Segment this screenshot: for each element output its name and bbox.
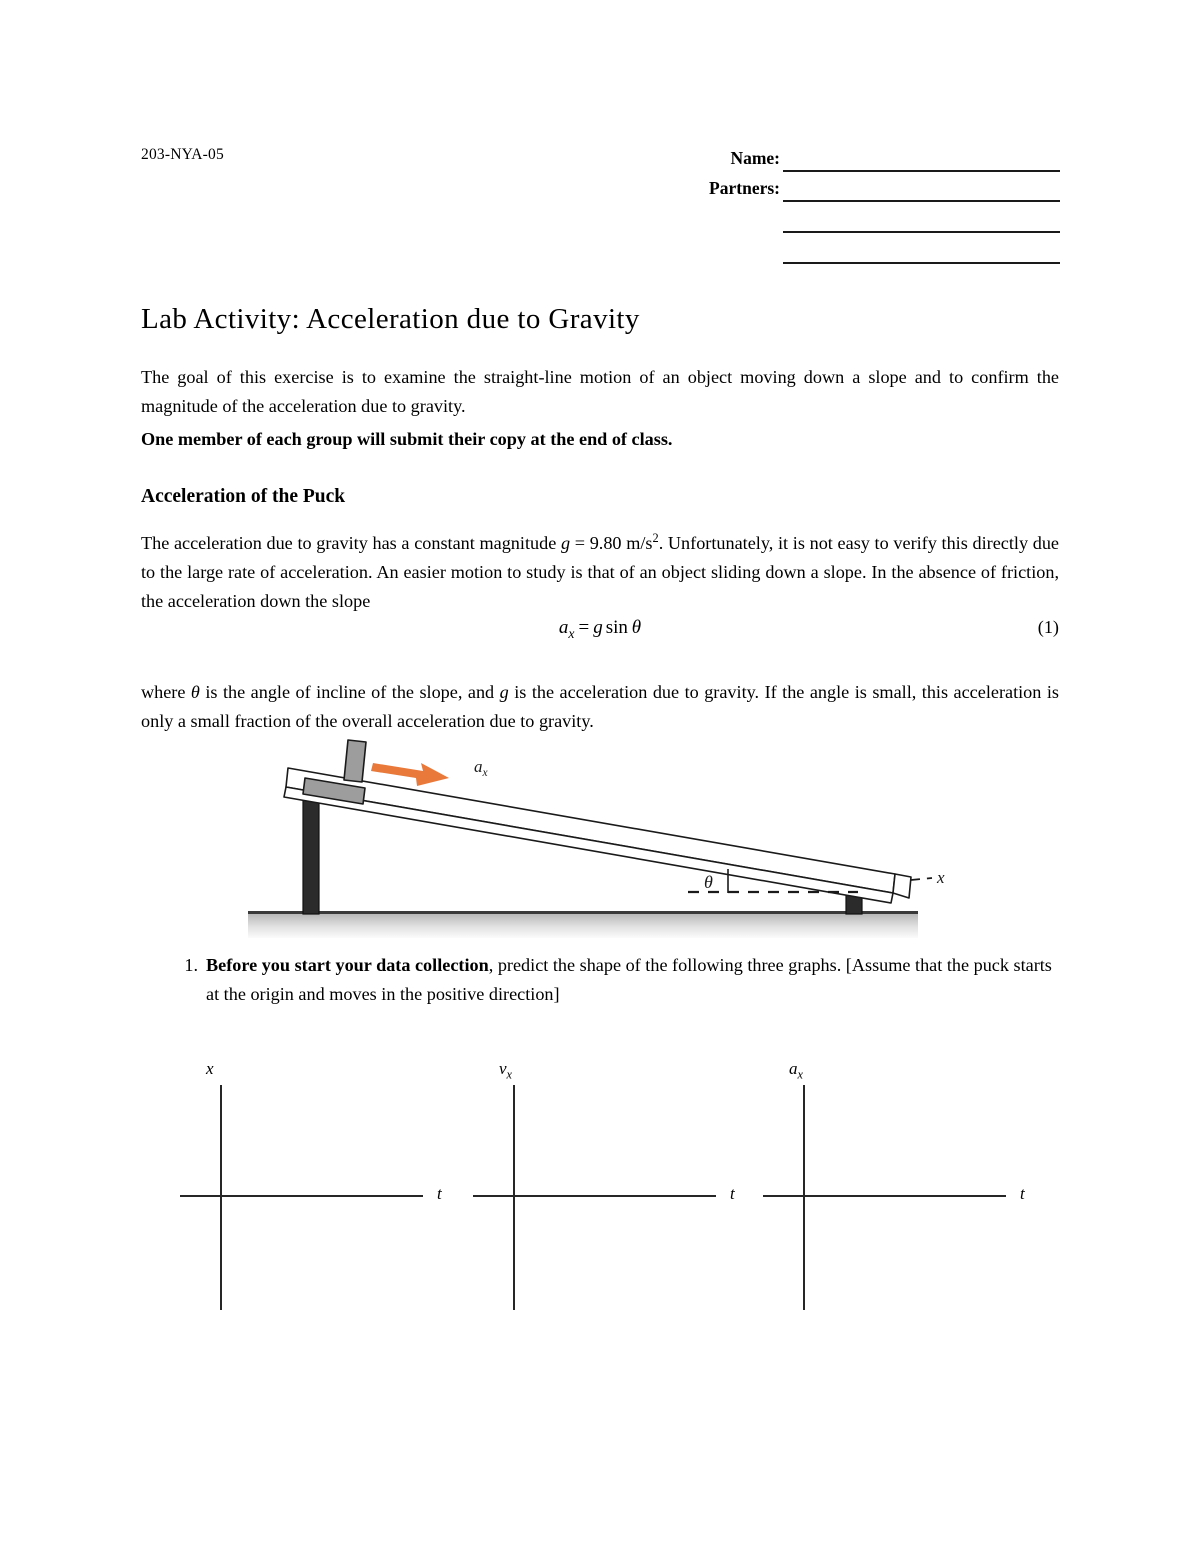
- question-1: [172, 951, 1062, 1009]
- equation-rhs-variable: g: [593, 617, 603, 638]
- section-heading-acceleration-of-the-puck: Acceleration of the Puck: [141, 486, 346, 507]
- equation-1-body: [141, 617, 1059, 642]
- graph-2-x-axis-label: t: [730, 1184, 735, 1203]
- ground-surface: [248, 911, 918, 938]
- post-eq-text-3: is the acceleration due to gravity. If the angle is small, this acceleration is only a small fraction of the overall acceleration due to gravity.: [141, 682, 1059, 731]
- post-equation-paragraph: [141, 678, 1059, 736]
- prediction-graphs-row: [180, 1040, 1080, 1360]
- g-value-text: = 9.80 m/s: [570, 533, 653, 554]
- name-field-label-wrap: [690, 148, 780, 174]
- post-eq-text-2: is the angle of incline of the slope, and: [199, 682, 500, 702]
- question-1-rest: , predict the shape of the following three graphs. [Assume that the puck starts at the origin and moves in the positive direction]: [206, 955, 1052, 1004]
- incline-plane-drawing: [240, 730, 950, 940]
- angle-label: θ: [704, 872, 713, 892]
- intro-paragraph: The goal of this exercise is to examine the straight-line motion of an object moving down a slope and to confirm the magnitude of the acceleration due to gravity.: [141, 367, 1059, 416]
- partners-field-blank-line-3[interactable]: [783, 262, 1060, 264]
- course-code: 203-NYA-05: [141, 146, 224, 163]
- partners-field-blank-line-2[interactable]: [783, 231, 1060, 233]
- puck: [240, 730, 366, 804]
- equation-1-row: [141, 617, 1059, 651]
- graph-1-vertical-axis: [220, 1085, 222, 1310]
- symbol-theta: θ: [190, 682, 200, 702]
- graph-3-y-axis-label: $a_x$: [789, 1059, 803, 1082]
- name-field-blank-line[interactable]: [783, 170, 1060, 172]
- left-support-leg: [303, 798, 319, 914]
- graph-acceleration-vs-time[interactable]: [763, 1040, 1053, 1360]
- question-1-bold-data: data: [376, 955, 411, 975]
- graph-velocity-vs-time[interactable]: [473, 1040, 763, 1360]
- equation-1-number: (1): [1037, 617, 1059, 637]
- x-axis-label: x: [937, 868, 945, 887]
- graph-1-y-axis-label: x: [206, 1059, 214, 1078]
- unit-exponent: 2: [652, 531, 659, 545]
- symbol-g: g: [560, 533, 571, 554]
- graph-1-x-axis-label: t: [437, 1184, 442, 1203]
- graph-3-vertical-axis: [803, 1085, 805, 1310]
- acceleration-arrow: [371, 763, 449, 786]
- x-axis-extension-line: [911, 878, 932, 880]
- acceleration-label-main: a: [474, 757, 483, 776]
- graph-position-vs-time[interactable]: [180, 1040, 470, 1360]
- symbol-g-inline: g: [499, 682, 509, 702]
- equation-lhs-subscript: x: [568, 625, 575, 641]
- graph-2-vertical-axis: [513, 1085, 515, 1310]
- graph-3-x-axis-label: t: [1020, 1184, 1025, 1203]
- partners-field-label: Partners:: [709, 178, 780, 198]
- equation-sine-function: sin: [605, 617, 628, 638]
- inclined-board: [284, 768, 911, 903]
- submission-note: One member of each group will submit their copy at the end of class.: [141, 429, 673, 449]
- graph-1-horizontal-axis: [180, 1195, 423, 1197]
- equation-angle-symbol: θ: [631, 617, 642, 638]
- equation-operator: =: [578, 617, 590, 638]
- page-title: Lab Activity: Acceleration due to Gravity: [141, 303, 640, 335]
- section-body-paragraph: [141, 524, 1059, 616]
- question-1-bold-tail: collection: [410, 955, 489, 975]
- question-1-text: [206, 951, 1062, 1009]
- graph-2-horizontal-axis: [473, 1195, 716, 1197]
- partners-field-blank-line-1[interactable]: [783, 200, 1060, 202]
- acceleration-label: [474, 757, 489, 779]
- section-body-text-1: The acceleration due to gravity has a constant magnitude: [141, 533, 561, 554]
- acceleration-label-sub: x: [482, 767, 488, 779]
- incline-plane-figure: [240, 730, 950, 940]
- question-1-bold-lead: Before you start your: [206, 955, 377, 975]
- partners-field-label-wrap: [670, 178, 780, 204]
- question-1-number: 1.: [184, 955, 198, 975]
- equation-lhs: a: [558, 617, 569, 638]
- section-body-text-2: . Unfortunately, it is not easy to verify this directly due to the large rate of acceleration. An easier motion to study is that of an object sliding down a slope. In the absence of friction, the acceleration down the slope: [141, 533, 1059, 612]
- name-field-label: Name:: [730, 148, 780, 168]
- post-eq-text-1: where: [141, 682, 191, 702]
- graph-2-y-axis-label: $v_x$: [499, 1059, 512, 1082]
- graph-3-horizontal-axis: [763, 1195, 1006, 1197]
